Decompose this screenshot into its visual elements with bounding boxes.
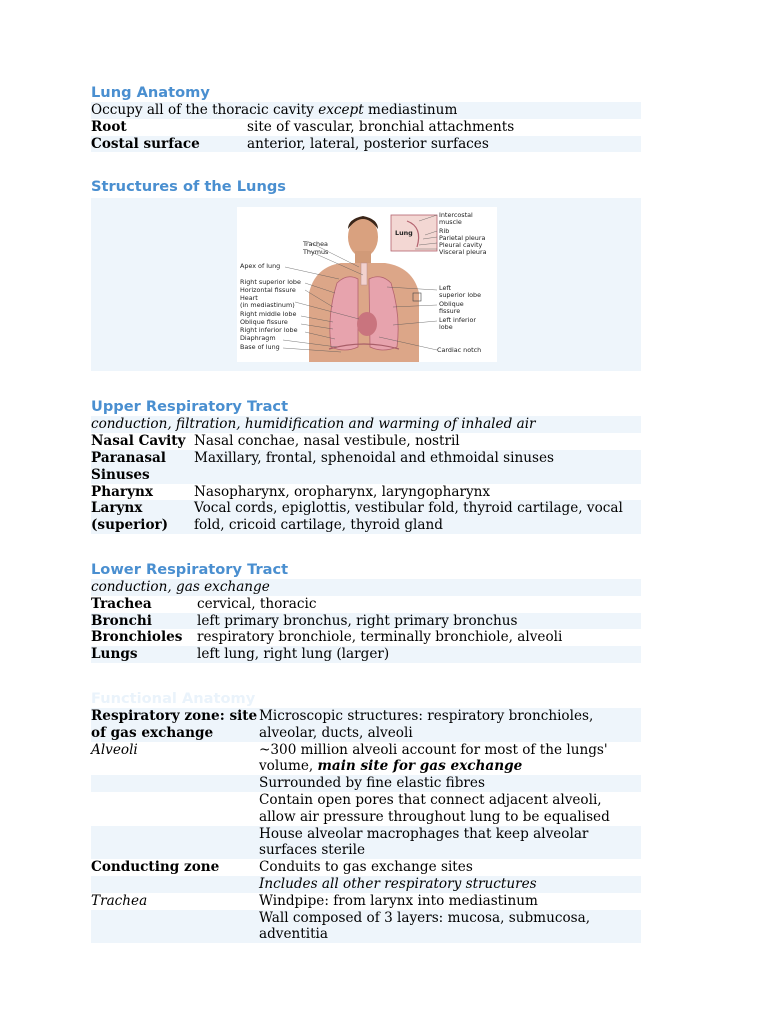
figure-label: Apex of lung	[240, 262, 281, 271]
figure-label: Oblique	[439, 300, 464, 309]
desc-cell: left lung, right lung (larger)	[197, 646, 641, 663]
desc-cell: Maxillary, frontal, sphenoidal and ethmoidal sinuses	[194, 450, 641, 484]
figure-label: (in mediastinum)	[240, 301, 295, 310]
table-row	[91, 910, 641, 944]
term-cell: Trachea	[91, 892, 148, 909]
figure-label: Cardiac notch	[437, 346, 482, 355]
figure-label: superior lobe	[439, 291, 482, 300]
lung-anatomy-illustration	[237, 207, 497, 362]
figure-label: Trachea	[303, 240, 328, 249]
figure-label: Visceral pleura	[439, 248, 487, 257]
desc-cell: Microscopic structures: respiratory bronchioles, alveolar, ducts, alveoli	[259, 708, 641, 742]
functional-anatomy-table	[91, 708, 641, 943]
term-cell: Root	[91, 118, 127, 135]
table-row	[91, 136, 641, 153]
figure-label: fissure	[439, 307, 461, 316]
figure-label: Intercostal	[439, 211, 473, 220]
document-page	[91, 84, 641, 943]
table-row	[91, 629, 641, 646]
table-row	[91, 708, 641, 742]
desc-cell: House alveolar macrophages that keep alveolar surfaces sterile	[259, 826, 641, 860]
figure-label: Parietal pleura	[439, 234, 486, 243]
desc-cell: Includes all other respiratory structures	[259, 876, 641, 893]
desc-cell: site of vascular, bronchial attachments	[247, 118, 515, 135]
term-cell	[91, 910, 259, 944]
intro-cell: Occupy all of the thoracic cavity except mediastinum	[91, 102, 641, 119]
lung-figure-panel	[91, 198, 641, 371]
figure-label: Oblique fissure	[240, 318, 288, 327]
table-row	[91, 596, 641, 613]
figure-label: Thymus	[303, 248, 329, 257]
table-row	[91, 102, 641, 119]
desc-cell: Windpipe: from larynx into mediastinum	[259, 892, 538, 909]
figure-label: Lung	[395, 229, 413, 238]
term-cell: Bronchi	[91, 613, 197, 630]
figure-label: Right middle lobe	[240, 310, 297, 319]
table-row	[91, 893, 641, 910]
table-row	[91, 450, 641, 484]
desc-cell: Nasal conchae, nasal vestibule, nostril	[194, 433, 460, 450]
desc-cell: Surrounded by fine elastic fibres	[259, 775, 641, 792]
table-row	[91, 613, 641, 630]
heading-functional-anatomy: Functional Anatomy	[91, 689, 256, 707]
lower-respiratory-table	[91, 579, 641, 663]
desc-cell: ~300 million alveoli account for most of the lungs' volume, main site for gas exchange	[259, 741, 608, 775]
table-row	[91, 484, 641, 501]
table-row	[91, 579, 641, 596]
heading-structures: Structures of the Lungs	[91, 178, 286, 196]
desc-cell: Conduits to gas exchange sites	[259, 859, 473, 876]
lung-anatomy-table	[91, 102, 641, 152]
figure-label: Horizontal fissure	[240, 286, 296, 295]
table-row	[91, 876, 641, 893]
upper-respiratory-table	[91, 416, 641, 534]
table-row	[91, 500, 641, 534]
term-cell: Conducting zone	[91, 859, 220, 876]
table-row	[91, 433, 641, 450]
figure-label: Left	[439, 284, 452, 293]
figure-label: Pleural cavity	[439, 241, 483, 250]
desc-cell: anterior, lateral, posterior surfaces	[247, 136, 641, 153]
desc-cell: Nasopharynx, oropharynx, laryngopharynx	[194, 483, 491, 500]
term-cell: Nasal Cavity	[91, 433, 186, 450]
term-cell	[91, 775, 259, 792]
term-cell: Trachea	[91, 595, 152, 612]
desc-cell: cervical, thoracic	[197, 595, 317, 612]
table-row	[91, 646, 641, 663]
desc-cell: left primary bronchus, right primary bronchus	[197, 613, 641, 630]
table-row	[91, 775, 641, 792]
table-row	[91, 792, 641, 826]
desc-cell: Wall composed of 3 layers: mucosa, submucosa, adventitia	[259, 910, 641, 944]
subtitle-cell: conduction, gas exchange	[91, 579, 641, 596]
figure-label: Heart	[240, 294, 258, 303]
heading-upper-respiratory: Upper Respiratory Tract	[91, 398, 289, 416]
table-row	[91, 119, 641, 136]
figure-label: lobe	[439, 323, 453, 332]
term-cell: Respiratory zone: site of gas exchange	[91, 707, 258, 741]
term-cell: Larynx (superior)	[91, 500, 194, 534]
table-row	[91, 416, 641, 433]
heading-lung-anatomy: Lung Anatomy	[91, 84, 210, 101]
desc-cell: Contain open pores that connect adjacent alveoli, allow air pressure throughout lung to be equalised	[259, 791, 610, 825]
table-row	[91, 826, 641, 860]
figure-label: Diaphragm	[240, 334, 276, 343]
figure-label: Left inferior	[439, 316, 477, 325]
term-cell: Lungs	[91, 646, 197, 663]
term-cell	[91, 876, 259, 893]
desc-cell: Vocal cords, epiglottis, vestibular fold, thyroid cartilage, vocal fold, cricoid cartilage, thyroid gland	[194, 500, 641, 534]
figure-label: muscle	[439, 218, 462, 227]
subtitle-cell: conduction, filtration, humidification and warming of inhaled air	[91, 416, 641, 433]
table-row	[91, 859, 641, 876]
figure-label: Rib	[439, 227, 450, 236]
figure-label: Right inferior lobe	[240, 326, 298, 335]
term-cell: Bronchioles	[91, 629, 183, 646]
term-cell: Alveoli	[91, 741, 138, 758]
term-cell: Pharynx	[91, 483, 153, 500]
heading-lower-respiratory: Lower Respiratory Tract	[91, 560, 289, 578]
term-cell	[91, 792, 259, 826]
table-row	[91, 742, 641, 776]
term-cell: Costal surface	[91, 136, 247, 153]
figure-label: Base of lung	[240, 343, 280, 352]
term-cell	[91, 826, 259, 860]
desc-cell: respiratory bronchiole, terminally bronchiole, alveoli	[197, 629, 563, 646]
term-cell: Paranasal Sinuses	[91, 450, 194, 484]
figure-label: Right superior lobe	[240, 278, 301, 287]
